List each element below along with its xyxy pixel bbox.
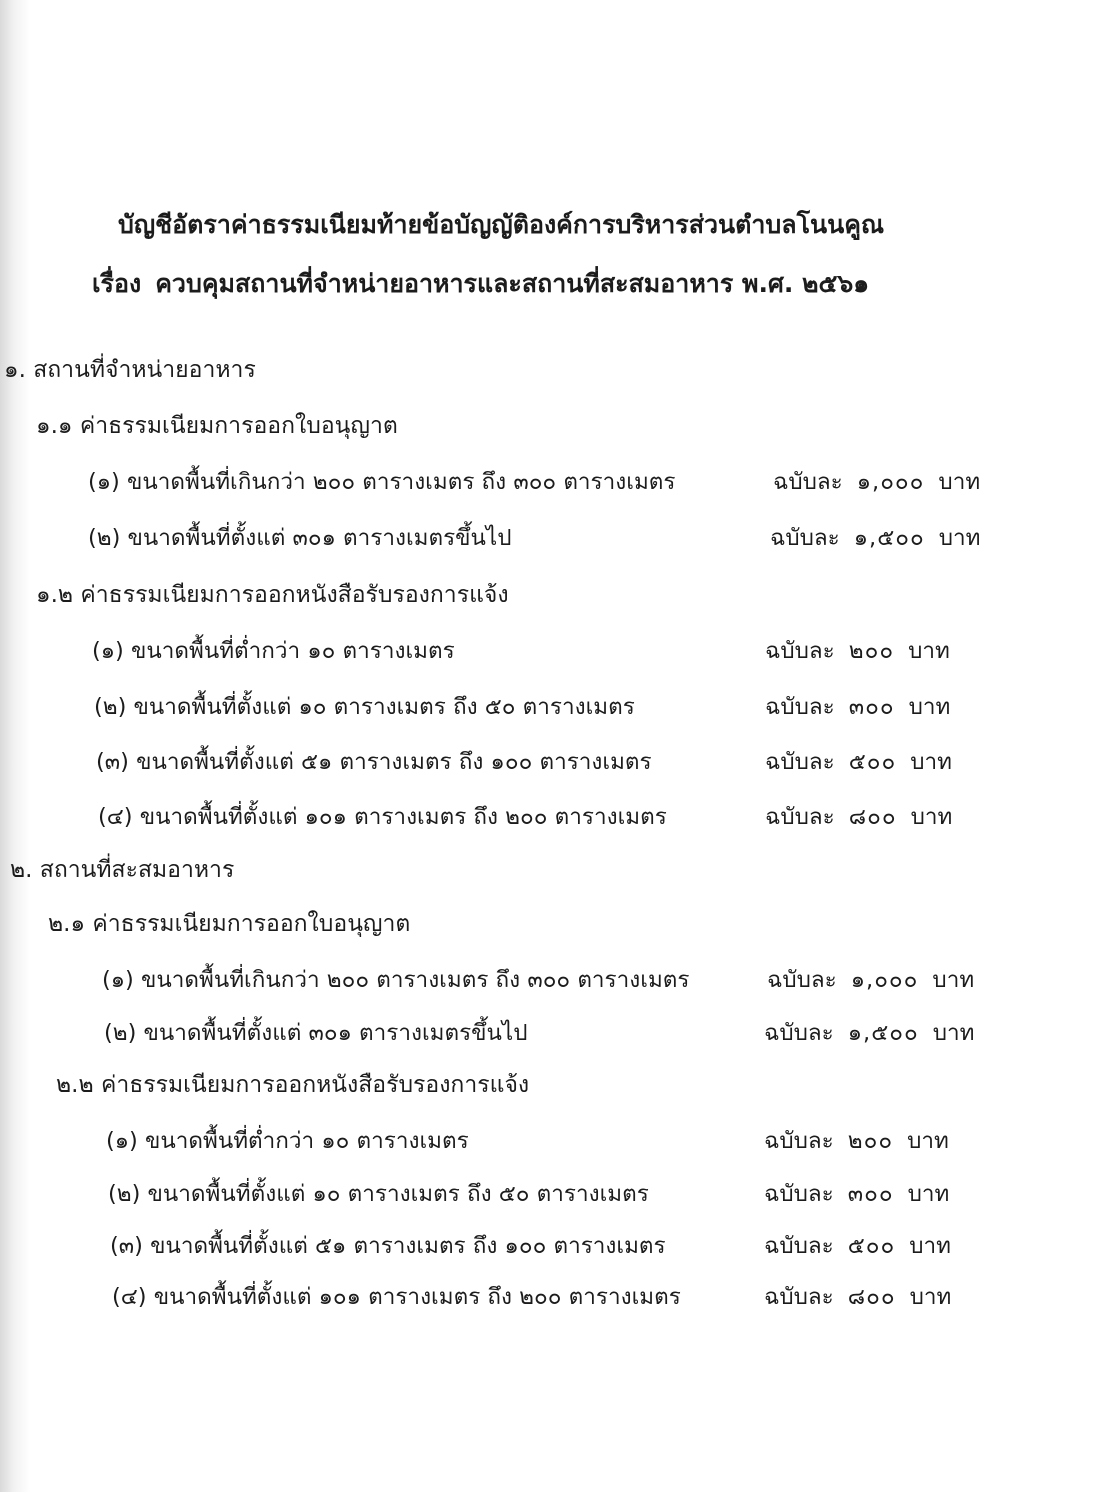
fee-amount: ๒๐๐: [847, 1128, 894, 1154]
fee-item-desc: (๑) ขนาดพื้นที่เกินกว่า ๒๐๐ ตารางเมตร ถึง ๓๐๐ ตารางเมตร: [88, 469, 676, 495]
fee-per: ฉบับละ: [765, 749, 835, 775]
fee-amount: ๓๐๐: [848, 694, 895, 720]
fee-amount: ๕๐๐: [848, 749, 897, 775]
fee-unit: บาท: [909, 1284, 952, 1310]
subsection-2-1-label: ๒.๑ ค่าธรรมเนียมการออกใบอนุญาต: [48, 911, 411, 937]
fee-item-desc: (๓) ขนาดพื้นที่ตั้งแต่ ๕๑ ตารางเมตร ถึง ๑๐๐ ตารางเมตร: [96, 749, 652, 775]
fee-item-desc: (๒) ขนาดพื้นที่ตั้งแต่ ๓๐๑ ตารางเมตรขึ้นไป: [88, 525, 512, 551]
fee-item-desc: (๑) ขนาดพื้นที่เกินกว่า ๒๐๐ ตารางเมตร ถึง ๓๐๐ ตารางเมตร: [102, 967, 690, 993]
subsection-1-2-label: ๑.๒ ค่าธรรมเนียมการออกหนังสือรับรองการแจ้ง: [36, 582, 509, 608]
section-2-heading: ๒. สถานที่สะสมอาหาร: [10, 857, 235, 883]
fee-amount: ๓๐๐: [847, 1181, 894, 1207]
fee-item-price: [764, 1278, 951, 1314]
fee-unit: บาท: [907, 1128, 949, 1154]
fee-item-desc: (๑) ขนาดพื้นที่ต่ำกว่า ๑๐ ตารางเมตร: [92, 638, 455, 664]
fee-item-price: [767, 961, 974, 997]
fee-amount: ๑,๕๐๐: [847, 1020, 919, 1046]
title-subject: ควบคุมสถานที่จำหน่ายอาหารและสถานที่สะสมอาหาร พ.ศ. ๒๕๖๑: [155, 269, 870, 298]
fee-item-price: [770, 519, 980, 555]
fee-unit: บาท: [938, 469, 981, 495]
document-title-line1: บัญชีอัตราค่าธรรมเนียมท้ายข้อบัญญัติองค์การบริหารส่วนตำบลโนนคูณ: [118, 210, 885, 239]
fee-item-price: [765, 798, 952, 834]
fee-amount: ๕๐๐: [847, 1233, 896, 1259]
fee-item-price: [765, 688, 950, 724]
fee-amount: ๑,๐๐๐: [850, 967, 919, 993]
fee-per: ฉบับละ: [764, 1181, 834, 1207]
fee-amount: ๑,๕๐๐: [853, 525, 925, 551]
fee-per: ฉบับละ: [765, 638, 835, 664]
fee-item-price: [764, 1014, 974, 1050]
fee-amount: ๘๐๐: [848, 804, 897, 830]
fee-unit: บาท: [910, 749, 953, 775]
subsection-2-2-label: ๒.๒ ค่าธรรมเนียมการออกหนังสือรับรองการแจ้ง: [56, 1072, 530, 1098]
fee-item-desc: (๒) ขนาดพื้นที่ตั้งแต่ ๑๐ ตารางเมตร ถึง ๕๐ ตารางเมตร: [94, 694, 635, 720]
fee-per: ฉบับละ: [764, 1284, 834, 1310]
section-1-heading: ๑. สถานที่จำหน่ายอาหาร: [4, 357, 256, 383]
fee-per: ฉบับละ: [765, 694, 835, 720]
fee-item-price: [764, 1227, 951, 1263]
fee-item-price: [773, 463, 980, 499]
fee-item-desc: (๔) ขนาดพื้นที่ตั้งแต่ ๑๐๑ ตารางเมตร ถึง ๒๐๐ ตารางเมตร: [112, 1284, 681, 1310]
fee-unit: บาท: [938, 525, 981, 551]
title-prefix: เรื่อง: [92, 269, 142, 298]
fee-unit: บาท: [908, 638, 950, 664]
fee-unit: บาท: [908, 694, 951, 720]
fee-per: ฉบับละ: [764, 1233, 834, 1259]
fee-item-price: [764, 1122, 949, 1158]
fee-item-desc: (๓) ขนาดพื้นที่ตั้งแต่ ๕๑ ตารางเมตร ถึง ๑๐๐ ตารางเมตร: [110, 1233, 666, 1259]
fee-per: ฉบับละ: [773, 469, 843, 495]
fee-unit: บาท: [932, 1020, 975, 1046]
fee-per: ฉบับละ: [770, 525, 840, 551]
fee-unit: บาท: [910, 804, 953, 830]
fee-per: ฉบับละ: [764, 1020, 834, 1046]
fee-unit: บาท: [909, 1233, 952, 1259]
fee-per: ฉบับละ: [765, 804, 835, 830]
fee-amount: ๒๐๐: [848, 638, 895, 664]
fee-unit: บาท: [907, 1181, 950, 1207]
fee-item-desc: (๒) ขนาดพื้นที่ตั้งแต่ ๑๐ ตารางเมตร ถึง ๕๐ ตารางเมตร: [108, 1181, 649, 1207]
fee-per: ฉบับละ: [767, 967, 837, 993]
fee-amount: ๑,๐๐๐: [856, 469, 925, 495]
fee-per: ฉบับละ: [764, 1128, 834, 1154]
fee-amount: ๘๐๐: [847, 1284, 896, 1310]
fee-item-desc: (๑) ขนาดพื้นที่ต่ำกว่า ๑๐ ตารางเมตร: [106, 1128, 469, 1154]
fee-item-desc: (๒) ขนาดพื้นที่ตั้งแต่ ๓๐๑ ตารางเมตรขึ้นไป: [104, 1020, 528, 1046]
fee-item-price: [764, 1175, 949, 1211]
fee-item-price: [765, 743, 952, 779]
document-title-line2: [92, 264, 869, 304]
fee-item-price: [765, 632, 950, 668]
fee-item-desc: (๔) ขนาดพื้นที่ตั้งแต่ ๑๐๑ ตารางเมตร ถึง ๒๐๐ ตารางเมตร: [98, 804, 667, 830]
fee-unit: บาท: [932, 967, 975, 993]
subsection-1-1-label: ๑.๑ ค่าธรรมเนียมการออกใบอนุญาต: [36, 413, 398, 439]
